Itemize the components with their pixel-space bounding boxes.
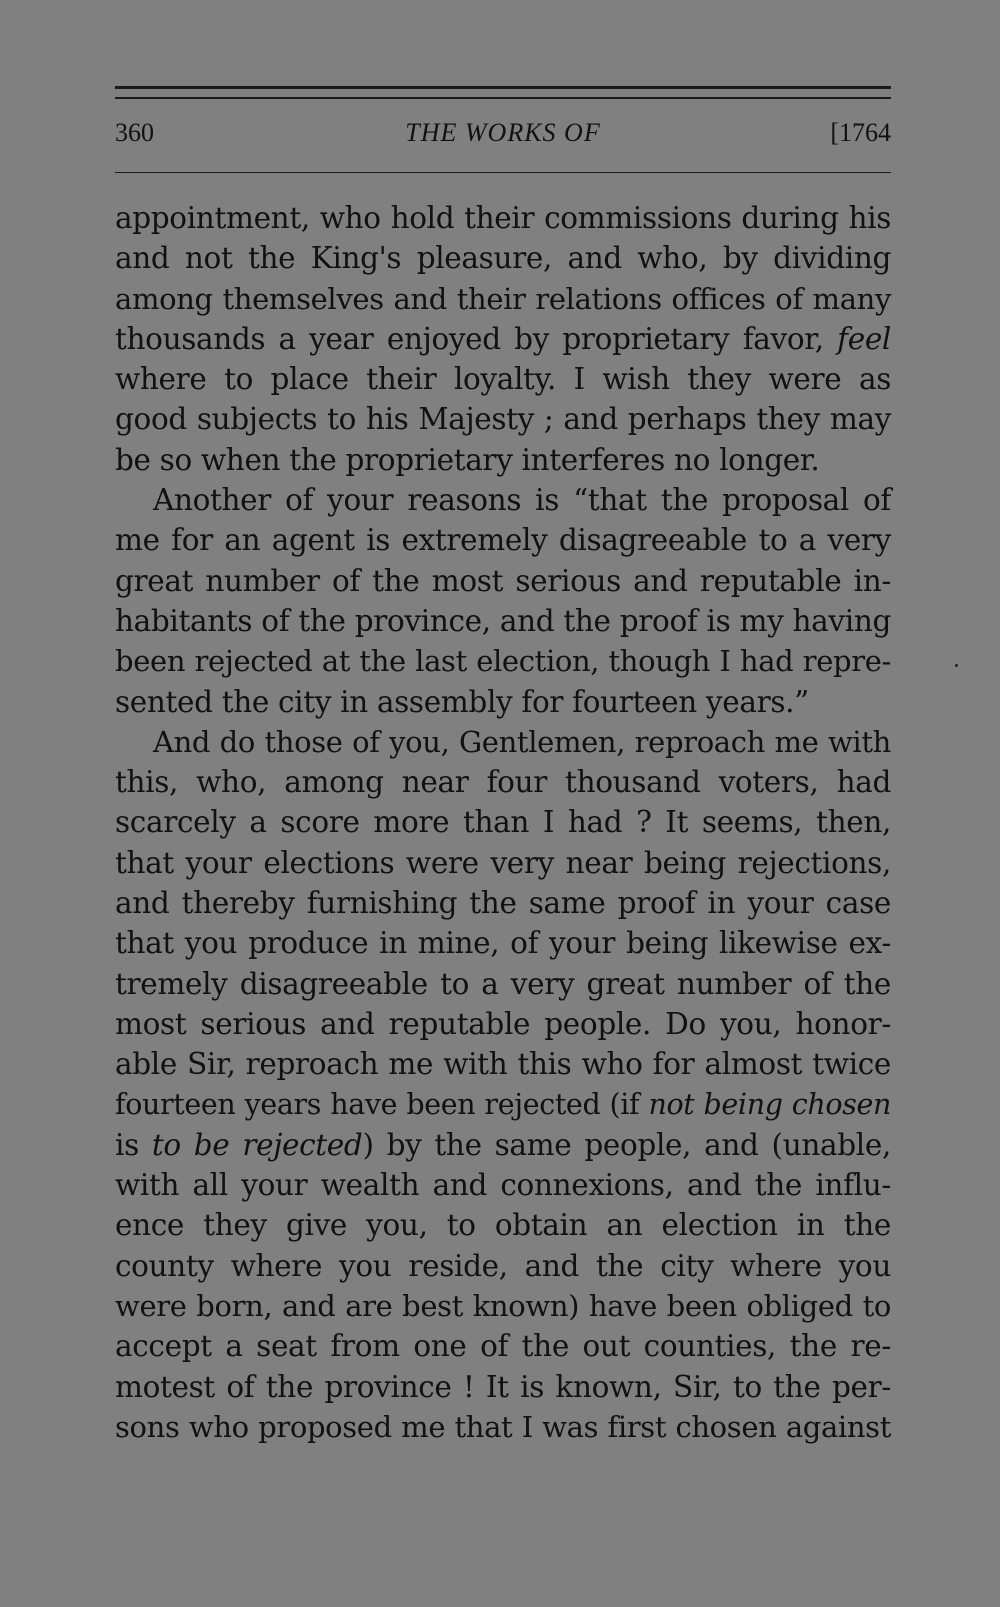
- page-number: 360: [115, 118, 154, 147]
- text-line: habitants of the province, and the proof is my having: [115, 603, 891, 638]
- text-line: among themselves and their relations offices of many: [115, 281, 891, 316]
- top-rule-thin: [115, 97, 891, 99]
- text-line: sons who proposed me that I was first chosen against: [115, 1409, 891, 1444]
- scan-speck: [955, 664, 958, 667]
- text-line: tremely disagreeable to a very great number of the: [115, 966, 891, 1001]
- italic-to-be-rejected: to be rejected: [151, 1127, 363, 1162]
- text-line: this, who, among near four thousand voters, had: [115, 765, 891, 800]
- text-line: accept a seat from one of the out counties, the re-: [115, 1329, 891, 1364]
- text-line: able Sir, reproach me with this who for almost twice: [115, 1047, 891, 1082]
- text-line: appointment, who hold their commissions during his: [115, 201, 891, 235]
- text-segment: fourteen years have been rejected (if: [115, 1087, 640, 1121]
- text-line: scarcely a score more than I had ? It seems, then,: [115, 805, 891, 840]
- text-line: good subjects to his Majesty ; and perhaps they may: [115, 402, 891, 437]
- italic-feel: feel: [837, 321, 892, 356]
- page-header: [115, 118, 891, 158]
- text-line: And do those of you, Gentlemen, reproach me with: [153, 724, 891, 759]
- text-line: county where you reside, and the city where you: [115, 1248, 891, 1283]
- header-year: [1764: [830, 118, 891, 147]
- text-line: that you produce in mine, of your being likewise ex-: [115, 926, 891, 961]
- text-line: most serious and reputable people. Do you, honor-: [115, 1006, 891, 1041]
- text-line: been rejected at the last election, though I had repre-: [115, 644, 891, 679]
- text-segment: thousands a year enjoyed by proprietary favor,: [115, 321, 824, 356]
- running-title: THE WORKS OF: [405, 118, 601, 147]
- text-line: me for an agent is extremely disagreeable to a very: [115, 523, 891, 558]
- text-line: [115, 1085, 891, 1125]
- italic-not-being-chosen: not being chosen: [648, 1087, 891, 1121]
- text-line: Another of your reasons is “that the proposal of: [153, 483, 891, 518]
- text-segment: ) by the same people, and (unable,: [362, 1127, 891, 1162]
- text-line: [115, 1125, 891, 1165]
- text-line: were born, and are best known) have been obliged to: [115, 1289, 891, 1324]
- body-text: [115, 198, 891, 1447]
- text-line: and thereby furnishing the same proof in your case: [115, 886, 891, 921]
- header-bottom-rule: [115, 172, 891, 173]
- text-line: with all your wealth and connexions, and the influ-: [115, 1168, 891, 1203]
- text-line: be so when the proprietary interferes no longer.: [115, 442, 820, 477]
- text-line: where to place their loyalty. I wish they were as: [115, 362, 891, 397]
- text-line: [115, 319, 891, 359]
- text-line: sented the city in assembly for fourteen years.”: [115, 684, 809, 719]
- text-line: that your elections were very near being rejections,: [115, 845, 891, 880]
- text-line: great number of the most serious and reputable in-: [115, 563, 891, 598]
- top-rule-thick: [115, 86, 891, 89]
- text-line: and not the King's pleasure, and who, by dividing: [115, 241, 891, 276]
- text-line: ence they give you, to obtain an election in the: [115, 1208, 891, 1243]
- text-segment: is: [115, 1127, 139, 1162]
- text-line: motest of the province ! It is known, Sir, to the per-: [115, 1369, 891, 1404]
